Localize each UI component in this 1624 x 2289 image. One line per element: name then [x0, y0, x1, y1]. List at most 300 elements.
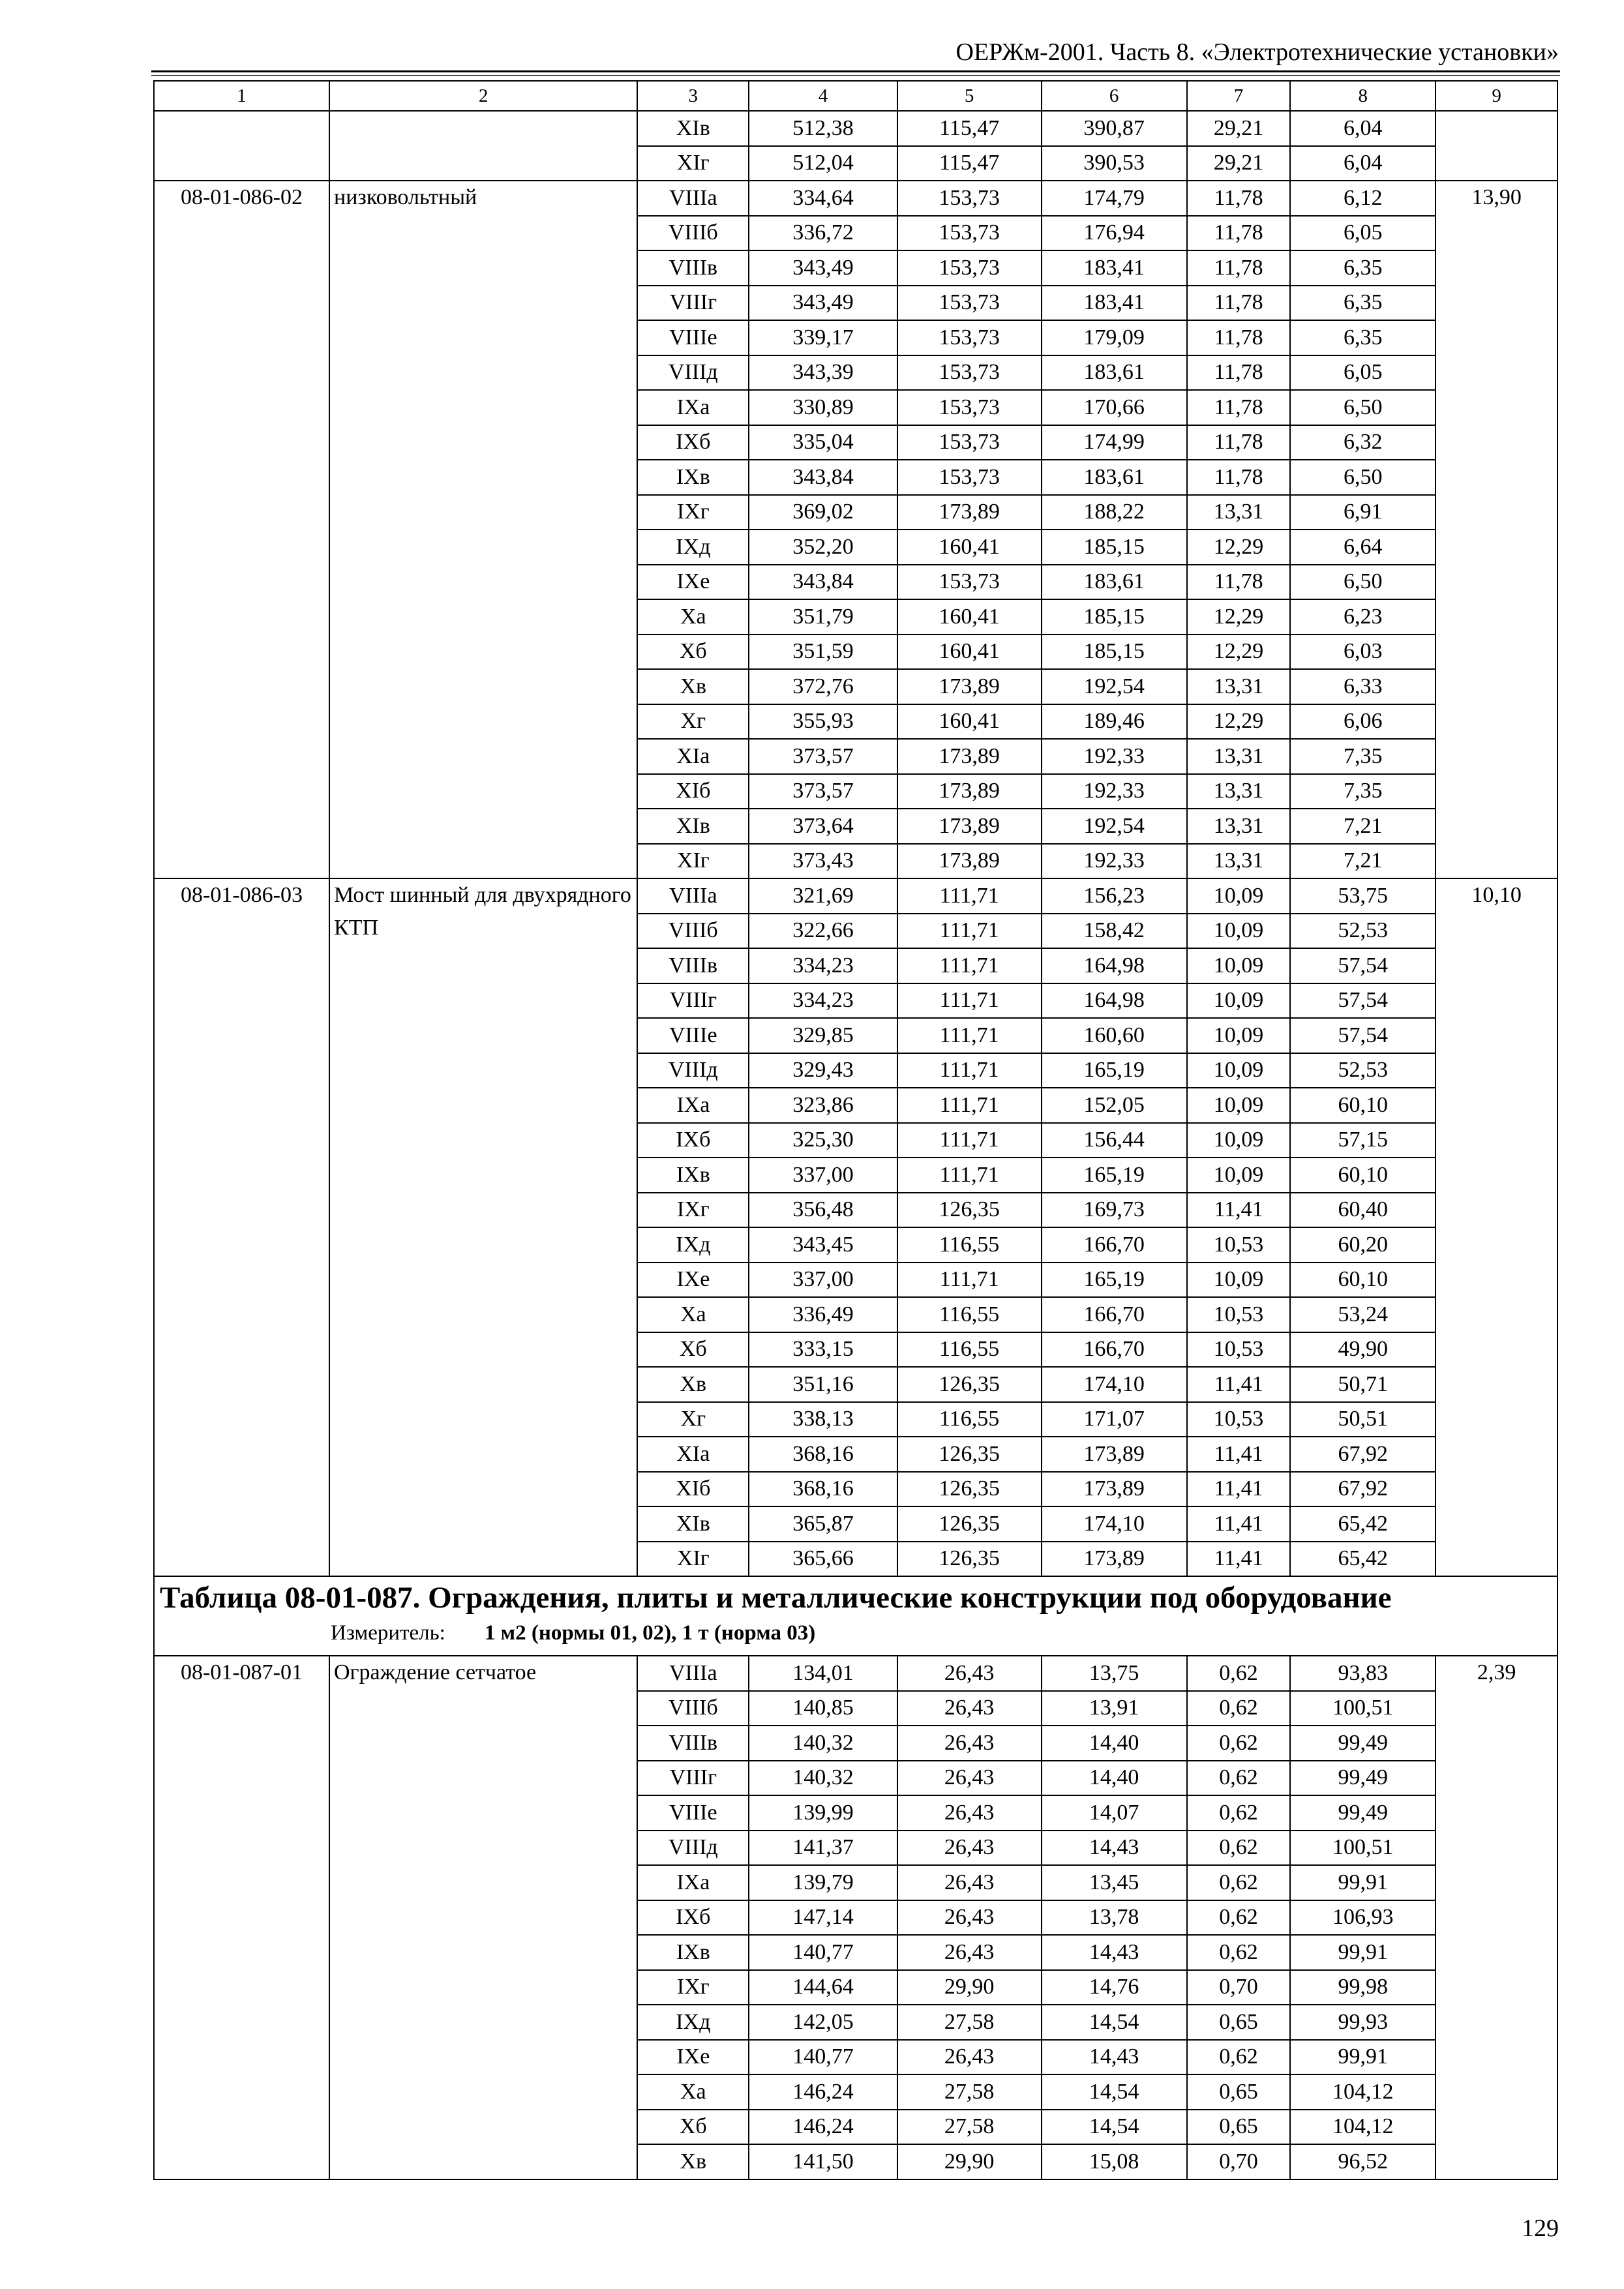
direct-costs-cell: 369,02 [749, 495, 897, 530]
machine-cost-cell: 188,22 [1042, 495, 1187, 530]
labor-norm-cell: 10,10 [1436, 878, 1557, 1576]
machinist-wages-cell: 10,53 [1187, 1227, 1290, 1263]
region-zone-cell: Xв [637, 669, 749, 704]
machine-cost-cell: 171,07 [1042, 1402, 1187, 1437]
materials-cost-cell: 6,05 [1290, 355, 1436, 391]
machine-cost-cell: 192,54 [1042, 669, 1187, 704]
region-zone-cell: IXб [637, 425, 749, 460]
region-zone-cell: Xг [637, 1402, 749, 1437]
materials-cost-cell: 67,92 [1290, 1472, 1436, 1507]
column-number: 9 [1436, 81, 1557, 111]
region-zone-cell: IXд [637, 530, 749, 565]
direct-costs-cell: 140,77 [749, 1935, 897, 1970]
labor-cost-cell: 27,58 [897, 2005, 1042, 2040]
materials-cost-cell: 6,50 [1290, 460, 1436, 495]
direct-costs-cell: 134,01 [749, 1656, 897, 1691]
machine-cost-cell: 166,70 [1042, 1227, 1187, 1263]
materials-cost-cell: 99,91 [1290, 1865, 1436, 1900]
work-name-cell: Ограждение сетчатое [329, 1656, 637, 2179]
norm-code-cell: 08-01-087-01 [154, 1656, 329, 2179]
machine-cost-cell: 13,45 [1042, 1865, 1187, 1900]
machine-cost-cell: 165,19 [1042, 1158, 1187, 1193]
machinist-wages-cell: 10,09 [1187, 1088, 1290, 1123]
machinist-wages-cell: 11,41 [1187, 1193, 1290, 1228]
region-zone-cell: XIа [637, 739, 749, 774]
region-zone-cell: VIIIа [637, 878, 749, 914]
labor-cost-cell: 153,73 [897, 565, 1042, 600]
machinist-wages-cell: 10,09 [1187, 948, 1290, 983]
region-zone-cell: VIIIе [637, 1018, 749, 1053]
machine-cost-cell: 192,33 [1042, 774, 1187, 809]
machine-cost-cell: 192,54 [1042, 809, 1187, 844]
labor-cost-cell: 27,58 [897, 2074, 1042, 2110]
materials-cost-cell: 6,50 [1290, 390, 1436, 425]
machine-cost-cell: 14,40 [1042, 1726, 1187, 1761]
machinist-wages-cell: 11,78 [1187, 181, 1290, 216]
region-zone-cell: Xа [637, 2074, 749, 2110]
machinist-wages-cell: 12,29 [1187, 704, 1290, 740]
materials-cost-cell: 99,93 [1290, 2005, 1436, 2040]
materials-cost-cell: 57,54 [1290, 1018, 1436, 1053]
machine-cost-cell: 179,09 [1042, 320, 1187, 355]
page-number: 129 [1522, 2215, 1559, 2242]
labor-cost-cell: 27,58 [897, 2110, 1042, 2145]
direct-costs-cell: 343,84 [749, 460, 897, 495]
document-header: ОЕРЖм-2001. Часть 8. «Электротехнические установки» [955, 38, 1559, 66]
region-zone-cell: IXв [637, 460, 749, 495]
machinist-wages-cell: 0,70 [1187, 2144, 1290, 2179]
materials-cost-cell: 6,35 [1290, 286, 1436, 321]
region-zone-cell: XIг [637, 1542, 749, 1577]
labor-norm-cell [1436, 111, 1557, 181]
direct-costs-cell: 144,64 [749, 1970, 897, 2005]
labor-cost-cell: 173,89 [897, 844, 1042, 879]
machinist-wages-cell: 0,65 [1187, 2074, 1290, 2110]
region-zone-cell: IXе [637, 2040, 749, 2075]
region-zone-cell: XIв [637, 111, 749, 146]
region-zone-cell: Xб [637, 635, 749, 670]
column-number: 3 [637, 81, 749, 111]
materials-cost-cell: 104,12 [1290, 2074, 1436, 2110]
direct-costs-cell: 373,43 [749, 844, 897, 879]
machine-cost-cell: 183,61 [1042, 565, 1187, 600]
machine-cost-cell: 166,70 [1042, 1297, 1187, 1332]
materials-cost-cell: 96,52 [1290, 2144, 1436, 2179]
materials-cost-cell: 50,51 [1290, 1402, 1436, 1437]
materials-cost-cell: 6,64 [1290, 530, 1436, 565]
column-number: 6 [1042, 81, 1187, 111]
direct-costs-cell: 373,64 [749, 809, 897, 844]
direct-costs-cell: 343,45 [749, 1227, 897, 1263]
region-zone-cell: Xв [637, 2144, 749, 2179]
direct-costs-cell: 142,05 [749, 2005, 897, 2040]
direct-costs-cell: 373,57 [749, 774, 897, 809]
direct-costs-cell: 336,72 [749, 216, 897, 251]
machinist-wages-cell: 13,31 [1187, 809, 1290, 844]
machine-cost-cell: 174,99 [1042, 425, 1187, 460]
direct-costs-cell: 512,38 [749, 111, 897, 146]
machine-cost-cell: 13,91 [1042, 1691, 1187, 1726]
machine-cost-cell: 14,40 [1042, 1761, 1187, 1796]
region-zone-cell: XIв [637, 809, 749, 844]
materials-cost-cell: 106,93 [1290, 1900, 1436, 1936]
labor-cost-cell: 160,41 [897, 704, 1042, 740]
materials-cost-cell: 65,42 [1290, 1542, 1436, 1577]
machine-cost-cell: 14,07 [1042, 1795, 1187, 1831]
labor-cost-cell: 173,89 [897, 809, 1042, 844]
machinist-wages-cell: 13,31 [1187, 774, 1290, 809]
labor-cost-cell: 111,71 [897, 1158, 1042, 1193]
region-zone-cell: IXб [637, 1900, 749, 1936]
direct-costs-cell: 365,87 [749, 1506, 897, 1542]
norm-code-cell [154, 111, 329, 181]
region-zone-cell: Xб [637, 1332, 749, 1368]
direct-costs-cell: 343,84 [749, 565, 897, 600]
machinist-wages-cell: 11,78 [1187, 460, 1290, 495]
header-rule [151, 70, 1560, 72]
labor-cost-cell: 115,47 [897, 111, 1042, 146]
labor-cost-cell: 126,35 [897, 1472, 1042, 1507]
machinist-wages-cell: 10,53 [1187, 1402, 1290, 1437]
labor-cost-cell: 153,73 [897, 181, 1042, 216]
machinist-wages-cell: 0,62 [1187, 1691, 1290, 1726]
machinist-wages-cell: 13,31 [1187, 844, 1290, 879]
labor-cost-cell: 153,73 [897, 286, 1042, 321]
machine-cost-cell: 164,98 [1042, 983, 1187, 1019]
direct-costs-cell: 140,85 [749, 1691, 897, 1726]
labor-cost-cell: 111,71 [897, 1123, 1042, 1158]
machine-cost-cell: 170,66 [1042, 390, 1187, 425]
labor-cost-cell: 29,90 [897, 1970, 1042, 2005]
direct-costs-cell: 329,85 [749, 1018, 897, 1053]
region-zone-cell: XIб [637, 1472, 749, 1507]
labor-cost-cell: 126,35 [897, 1437, 1042, 1472]
machinist-wages-cell: 11,78 [1187, 390, 1290, 425]
region-zone-cell: VIIIб [637, 216, 749, 251]
region-zone-cell: Xа [637, 1297, 749, 1332]
materials-cost-cell: 57,54 [1290, 948, 1436, 983]
machine-cost-cell: 183,61 [1042, 355, 1187, 391]
machine-cost-cell: 160,60 [1042, 1018, 1187, 1053]
labor-cost-cell: 153,73 [897, 216, 1042, 251]
labor-cost-cell: 26,43 [897, 1795, 1042, 1831]
labor-cost-cell: 26,43 [897, 1761, 1042, 1796]
materials-cost-cell: 50,71 [1290, 1367, 1436, 1402]
machinist-wages-cell: 10,09 [1187, 1263, 1290, 1298]
machinist-wages-cell: 0,65 [1187, 2110, 1290, 2145]
labor-cost-cell: 116,55 [897, 1332, 1042, 1368]
machine-cost-cell: 185,15 [1042, 599, 1187, 635]
machine-cost-cell: 14,43 [1042, 1935, 1187, 1970]
machine-cost-cell: 185,15 [1042, 530, 1187, 565]
materials-cost-cell: 57,15 [1290, 1123, 1436, 1158]
labor-cost-cell: 173,89 [897, 669, 1042, 704]
region-zone-cell: VIIIд [637, 1053, 749, 1088]
machinist-wages-cell: 11,78 [1187, 425, 1290, 460]
column-number-row [154, 81, 1557, 111]
materials-cost-cell: 53,24 [1290, 1297, 1436, 1332]
labor-cost-cell: 116,55 [897, 1402, 1042, 1437]
machine-cost-cell: 158,42 [1042, 914, 1187, 949]
region-zone-cell: VIIIе [637, 1795, 749, 1831]
work-name-cell: низковольтный [329, 181, 637, 878]
labor-cost-cell: 160,41 [897, 635, 1042, 670]
measure-unit-line [160, 1619, 1557, 1647]
machine-cost-cell: 183,41 [1042, 250, 1187, 286]
region-zone-cell: XIг [637, 844, 749, 879]
machinist-wages-cell: 29,21 [1187, 111, 1290, 146]
direct-costs-cell: 336,49 [749, 1297, 897, 1332]
machine-cost-cell: 165,19 [1042, 1053, 1187, 1088]
materials-cost-cell: 99,91 [1290, 1935, 1436, 1970]
direct-costs-cell: 343,49 [749, 250, 897, 286]
table-row [154, 1656, 1557, 1691]
region-zone-cell: VIIIг [637, 1761, 749, 1796]
norm-code-cell: 08-01-086-03 [154, 878, 329, 1576]
labor-cost-cell: 126,35 [897, 1193, 1042, 1228]
machinist-wages-cell: 12,29 [1187, 530, 1290, 565]
machinist-wages-cell: 11,78 [1187, 286, 1290, 321]
machine-cost-cell: 156,23 [1042, 878, 1187, 914]
direct-costs-cell: 140,32 [749, 1726, 897, 1761]
direct-costs-cell: 139,79 [749, 1865, 897, 1900]
machine-cost-cell: 152,05 [1042, 1088, 1187, 1123]
table-row [154, 181, 1557, 216]
machine-cost-cell: 164,98 [1042, 948, 1187, 983]
machinist-wages-cell: 11,41 [1187, 1472, 1290, 1507]
direct-costs-cell: 141,37 [749, 1831, 897, 1866]
direct-costs-cell: 323,86 [749, 1088, 897, 1123]
direct-costs-cell: 343,49 [749, 286, 897, 321]
norm-code-cell: 08-01-086-02 [154, 181, 329, 878]
labor-cost-cell: 26,43 [897, 1935, 1042, 1970]
region-zone-cell: IXа [637, 1865, 749, 1900]
direct-costs-cell: 368,16 [749, 1437, 897, 1472]
labor-cost-cell: 153,73 [897, 355, 1042, 391]
column-number: 5 [897, 81, 1042, 111]
machinist-wages-cell: 10,53 [1187, 1297, 1290, 1332]
machine-cost-cell: 390,53 [1042, 146, 1187, 181]
column-number: 7 [1187, 81, 1290, 111]
materials-cost-cell: 57,54 [1290, 983, 1436, 1019]
direct-costs-cell: 365,66 [749, 1542, 897, 1577]
machine-cost-cell: 169,73 [1042, 1193, 1187, 1228]
machine-cost-cell: 13,75 [1042, 1656, 1187, 1691]
machinist-wages-cell: 0,65 [1187, 2005, 1290, 2040]
materials-cost-cell: 7,21 [1290, 809, 1436, 844]
materials-cost-cell: 52,53 [1290, 1053, 1436, 1088]
region-zone-cell: VIIIб [637, 1691, 749, 1726]
machinist-wages-cell: 10,09 [1187, 983, 1290, 1019]
region-zone-cell: IXв [637, 1158, 749, 1193]
materials-cost-cell: 6,35 [1290, 250, 1436, 286]
direct-costs-cell: 146,24 [749, 2110, 897, 2145]
materials-cost-cell: 6,05 [1290, 216, 1436, 251]
labor-cost-cell: 173,89 [897, 774, 1042, 809]
machine-cost-cell: 13,78 [1042, 1900, 1187, 1936]
direct-costs-cell: 334,23 [749, 948, 897, 983]
labor-cost-cell: 111,71 [897, 1088, 1042, 1123]
materials-cost-cell: 99,91 [1290, 2040, 1436, 2075]
direct-costs-cell: 337,00 [749, 1263, 897, 1298]
machine-cost-cell: 14,54 [1042, 2110, 1187, 2145]
machine-cost-cell: 14,43 [1042, 2040, 1187, 2075]
labor-cost-cell: 26,43 [897, 1900, 1042, 1936]
materials-cost-cell: 100,51 [1290, 1831, 1436, 1866]
region-zone-cell: IXв [637, 1935, 749, 1970]
machinist-wages-cell: 11,78 [1187, 250, 1290, 286]
labor-cost-cell: 116,55 [897, 1227, 1042, 1263]
column-number: 8 [1290, 81, 1436, 111]
labor-cost-cell: 153,73 [897, 390, 1042, 425]
machinist-wages-cell: 10,09 [1187, 1158, 1290, 1193]
region-zone-cell: IXе [637, 1263, 749, 1298]
materials-cost-cell: 49,90 [1290, 1332, 1436, 1368]
materials-cost-cell: 60,40 [1290, 1193, 1436, 1228]
machine-cost-cell: 15,08 [1042, 2144, 1187, 2179]
machine-cost-cell: 14,54 [1042, 2005, 1187, 2040]
materials-cost-cell: 100,51 [1290, 1691, 1436, 1726]
direct-costs-cell: 343,39 [749, 355, 897, 391]
direct-costs-cell: 339,17 [749, 320, 897, 355]
labor-cost-cell: 111,71 [897, 878, 1042, 914]
machinist-wages-cell: 10,53 [1187, 1332, 1290, 1368]
machinist-wages-cell: 11,78 [1187, 565, 1290, 600]
direct-costs-cell: 334,23 [749, 983, 897, 1019]
measure-value: 1 м2 (нормы 01, 02), 1 т (норма 03) [484, 1621, 816, 1645]
machinist-wages-cell: 0,62 [1187, 1865, 1290, 1900]
region-zone-cell: VIIIг [637, 286, 749, 321]
labor-cost-cell: 126,35 [897, 1542, 1042, 1577]
direct-costs-cell: 372,76 [749, 669, 897, 704]
work-name-cell: Мост шинный для двухрядного КТП [329, 878, 637, 1576]
region-zone-cell: VIIIа [637, 1656, 749, 1691]
machinist-wages-cell: 11,78 [1187, 355, 1290, 391]
machinist-wages-cell: 11,41 [1187, 1437, 1290, 1472]
materials-cost-cell: 6,33 [1290, 669, 1436, 704]
machinist-wages-cell: 10,09 [1187, 1018, 1290, 1053]
region-zone-cell: XIг [637, 146, 749, 181]
machinist-wages-cell: 0,62 [1187, 1831, 1290, 1866]
direct-costs-cell: 322,66 [749, 914, 897, 949]
machinist-wages-cell: 11,78 [1187, 216, 1290, 251]
labor-cost-cell: 115,47 [897, 146, 1042, 181]
materials-cost-cell: 6,50 [1290, 565, 1436, 600]
labor-cost-cell: 160,41 [897, 599, 1042, 635]
materials-cost-cell: 6,03 [1290, 635, 1436, 670]
materials-cost-cell: 60,10 [1290, 1263, 1436, 1298]
labor-cost-cell: 111,71 [897, 914, 1042, 949]
direct-costs-cell: 351,59 [749, 635, 897, 670]
labor-cost-cell: 173,89 [897, 739, 1042, 774]
region-zone-cell: VIIIд [637, 1831, 749, 1866]
column-number: 2 [329, 81, 637, 111]
machine-cost-cell: 174,10 [1042, 1506, 1187, 1542]
labor-norm-cell: 13,90 [1436, 181, 1557, 878]
machine-cost-cell: 156,44 [1042, 1123, 1187, 1158]
column-number: 1 [154, 81, 329, 111]
region-zone-cell: VIIIв [637, 948, 749, 983]
region-zone-cell: VIIIв [637, 250, 749, 286]
region-zone-cell: VIIIа [637, 181, 749, 216]
machinist-wages-cell: 0,62 [1187, 1935, 1290, 1970]
table-row [154, 878, 1557, 914]
materials-cost-cell: 99,49 [1290, 1761, 1436, 1796]
machinist-wages-cell: 13,31 [1187, 669, 1290, 704]
direct-costs-cell: 139,99 [749, 1795, 897, 1831]
region-zone-cell: VIIIд [637, 355, 749, 391]
labor-cost-cell: 126,35 [897, 1367, 1042, 1402]
direct-costs-cell: 338,13 [749, 1402, 897, 1437]
machinist-wages-cell: 0,70 [1187, 1970, 1290, 2005]
materials-cost-cell: 60,10 [1290, 1158, 1436, 1193]
machine-cost-cell: 189,46 [1042, 704, 1187, 740]
materials-cost-cell: 52,53 [1290, 914, 1436, 949]
table-row [154, 111, 1557, 146]
direct-costs-cell: 368,16 [749, 1472, 897, 1507]
materials-cost-cell: 93,83 [1290, 1656, 1436, 1691]
direct-costs-cell: 140,77 [749, 2040, 897, 2075]
materials-cost-cell: 6,04 [1290, 111, 1436, 146]
region-zone-cell: IXг [637, 495, 749, 530]
labor-cost-cell: 111,71 [897, 1263, 1042, 1298]
direct-costs-cell: 333,15 [749, 1332, 897, 1368]
machinist-wages-cell: 0,62 [1187, 1656, 1290, 1691]
region-zone-cell: IXг [637, 1193, 749, 1228]
materials-cost-cell: 53,75 [1290, 878, 1436, 914]
header-rule-thin [151, 75, 1560, 76]
materials-cost-cell: 60,20 [1290, 1227, 1436, 1263]
labor-cost-cell: 26,43 [897, 1656, 1042, 1691]
machinist-wages-cell: 11,41 [1187, 1367, 1290, 1402]
machine-cost-cell: 390,87 [1042, 111, 1187, 146]
region-zone-cell: XIа [637, 1437, 749, 1472]
direct-costs-cell: 355,93 [749, 704, 897, 740]
region-zone-cell: VIIIе [637, 320, 749, 355]
table-title-row [154, 1576, 1557, 1656]
direct-costs-cell: 147,14 [749, 1900, 897, 1936]
machine-cost-cell: 174,10 [1042, 1367, 1187, 1402]
materials-cost-cell: 60,10 [1290, 1088, 1436, 1123]
direct-costs-cell: 329,43 [749, 1053, 897, 1088]
direct-costs-cell: 146,24 [749, 2074, 897, 2110]
region-zone-cell: Xа [637, 599, 749, 635]
machinist-wages-cell: 10,09 [1187, 1123, 1290, 1158]
direct-costs-cell: 335,04 [749, 425, 897, 460]
direct-costs-cell: 373,57 [749, 739, 897, 774]
direct-costs-cell: 141,50 [749, 2144, 897, 2179]
table-title: Таблица 08-01-087. Ограждения, плиты и металлические конструкции под оборудование [160, 1581, 1392, 1615]
direct-costs-cell: 321,69 [749, 878, 897, 914]
measure-label: Измеритель: [331, 1621, 445, 1645]
machinist-wages-cell: 0,62 [1187, 1795, 1290, 1831]
labor-cost-cell: 26,43 [897, 1865, 1042, 1900]
machine-cost-cell: 192,33 [1042, 739, 1187, 774]
labor-cost-cell: 26,43 [897, 1726, 1042, 1761]
machinist-wages-cell: 0,62 [1187, 1761, 1290, 1796]
machinist-wages-cell: 0,62 [1187, 2040, 1290, 2075]
materials-cost-cell: 6,32 [1290, 425, 1436, 460]
labor-cost-cell: 111,71 [897, 1053, 1042, 1088]
machine-cost-cell: 14,76 [1042, 1970, 1187, 2005]
region-zone-cell: IXа [637, 390, 749, 425]
labor-cost-cell: 153,73 [897, 460, 1042, 495]
labor-cost-cell: 29,90 [897, 2144, 1042, 2179]
machine-cost-cell: 165,19 [1042, 1263, 1187, 1298]
region-zone-cell: Xг [637, 704, 749, 740]
region-zone-cell: IXд [637, 2005, 749, 2040]
direct-costs-cell: 352,20 [749, 530, 897, 565]
